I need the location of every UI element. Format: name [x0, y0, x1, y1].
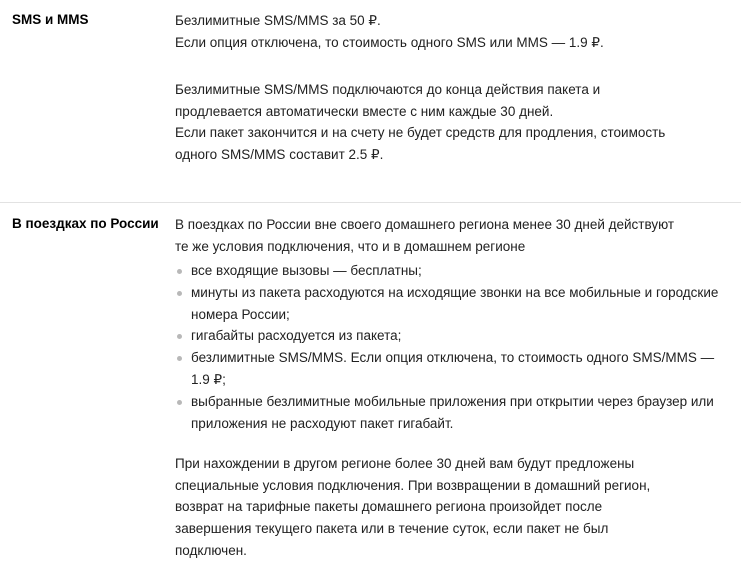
- paragraph-travel-outro-line-5: подключен.: [175, 543, 247, 559]
- paragraph-spacer: [175, 54, 723, 79]
- paragraph-sms-price-line-1: Безлимитные SMS/MMS за 50 ₽.: [175, 13, 381, 28]
- paragraph-travel-outro-line-4: завершения текущего пакета или в течение суток, если пакет не был: [175, 521, 609, 537]
- list-item: все входящие вызовы — бесплатны;: [175, 260, 723, 282]
- paragraph-travel-intro-line-1: В поездках по России вне своего домашнего региона менее 30 дней действуют: [175, 217, 675, 233]
- paragraph-travel-outro-line-1: При нахождении в другом регионе более 30 дней вам будут предложены: [175, 455, 635, 471]
- paragraph-travel-outro-line-3: возврат на тарифные пакеты домашнего региона произойдет после: [175, 499, 603, 515]
- list-item: гигабайты расходуется из пакета;: [175, 325, 723, 347]
- section-term-sms-mms: SMS и MMS: [12, 12, 89, 27]
- paragraph-sms-renewal-line-1: Безлимитные SMS/MMS подключаются до конца действия пакета и: [175, 81, 601, 97]
- travel-conditions-list: [175, 260, 723, 435]
- list-item: выбранные безлимитные мобильные приложения при открытии через браузер или приложения не расходуют пакет гигабайт.: [175, 391, 723, 435]
- paragraph-travel-outro: [175, 453, 723, 562]
- section-gap: [0, 166, 741, 202]
- list-item: минуты из пакета расходуются на исходящие звонки на все мобильные и городские номера России;: [175, 282, 723, 326]
- section-body-travel-russia: [175, 214, 741, 562]
- list-item: безлимитные SMS/MMS. Если опция отключена, то стоимость одного SMS/MMS — 1.9 ₽;: [175, 347, 723, 391]
- section-sms-mms: [0, 0, 741, 166]
- paragraph-sms-renewal-line-2: продлевается автоматически вместе с ним каждые 30 дней.: [175, 103, 554, 119]
- section-term-travel-russia: В поездках по России: [12, 216, 159, 232]
- paragraph-travel-intro-line-2: те же условия подключения, что и в домашнем регионе: [175, 239, 526, 255]
- section-travel-russia: [0, 203, 741, 562]
- paragraph-sms-renewal-line-3: Если пакет закончится и на счету не будет средств для продления, стоимость: [175, 125, 666, 141]
- paragraph-sms-renewal-line-4: одного SMS/MMS составит 2.5 ₽.: [175, 147, 384, 163]
- section-body-sms-mms: [175, 10, 741, 166]
- paragraph-sms-price-line-2: Если опция отключена, то стоимость одного SMS или MMS — 1.9 ₽.: [175, 34, 604, 50]
- paragraph-travel-outro-line-2: специальные условия подключения. При возвращении в домашний регион,: [175, 477, 651, 493]
